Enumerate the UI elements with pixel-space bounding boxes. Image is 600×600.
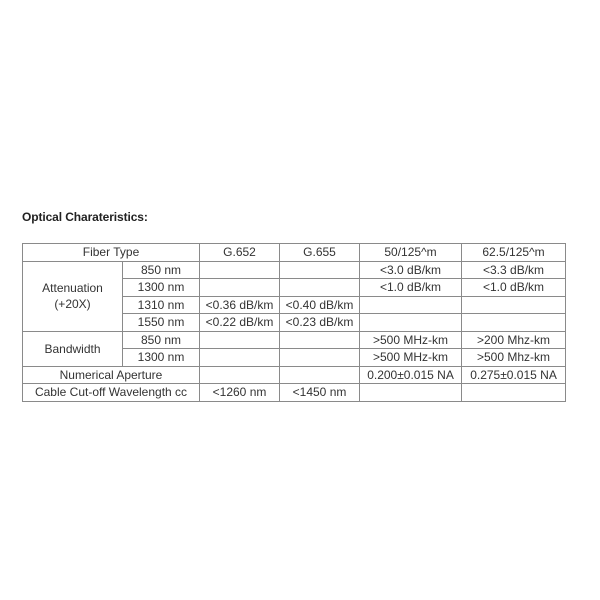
value-cell: 0.275±0.015 NA [462, 366, 566, 384]
attenuation-label-line1: Attenuation [42, 281, 103, 295]
value-cell [360, 314, 462, 332]
bandwidth-label: Bandwidth [23, 331, 123, 366]
table-row [23, 261, 566, 279]
value-cell: >500 MHz-km [360, 331, 462, 349]
header-62-5-125: 62.5/125^m [462, 244, 566, 262]
value-cell: <1260 nm [200, 384, 280, 402]
value-cell [462, 384, 566, 402]
value-cell: >200 Mhz-km [462, 331, 566, 349]
header-50-125: 50/125^m [360, 244, 462, 262]
value-cell: >500 MHz-km [360, 349, 462, 367]
value-cell [280, 279, 360, 297]
wavelength-cell: 1550 nm [123, 314, 200, 332]
value-cell: >500 Mhz-km [462, 349, 566, 367]
value-cell [280, 261, 360, 279]
wavelength-cell: 1300 nm [123, 279, 200, 297]
numerical-aperture-label: Numerical Aperture [23, 366, 200, 384]
value-cell [200, 279, 280, 297]
value-cell [462, 296, 566, 314]
header-fiber-type: Fiber Type [23, 244, 200, 262]
value-cell: <0.40 dB/km [280, 296, 360, 314]
header-g655: G.655 [280, 244, 360, 262]
value-cell: <0.36 dB/km [200, 296, 280, 314]
table-row [23, 384, 566, 402]
value-cell [200, 349, 280, 367]
value-cell: <3.3 dB/km [462, 261, 566, 279]
table-row [23, 366, 566, 384]
cutoff-wavelength-label: Cable Cut-off Wavelength cc [23, 384, 200, 402]
optical-characteristics-table [22, 243, 566, 402]
value-cell: <1.0 dB/km [462, 279, 566, 297]
table-row [23, 331, 566, 349]
value-cell: <3.0 dB/km [360, 261, 462, 279]
value-cell: 0.200±0.015 NA [360, 366, 462, 384]
value-cell [360, 384, 462, 402]
value-cell [280, 331, 360, 349]
value-cell [200, 331, 280, 349]
wavelength-cell: 850 nm [123, 261, 200, 279]
value-cell: <0.22 dB/km [200, 314, 280, 332]
wavelength-cell: 850 nm [123, 331, 200, 349]
value-cell: <0.23 dB/km [280, 314, 360, 332]
attenuation-label [23, 261, 123, 331]
value-cell [280, 366, 360, 384]
section-heading: Optical Charateristics: [22, 210, 148, 224]
header-g652: G.652 [200, 244, 280, 262]
value-cell [280, 349, 360, 367]
value-cell [360, 296, 462, 314]
attenuation-label-line2: (+20X) [54, 297, 91, 311]
value-cell [200, 366, 280, 384]
value-cell: <1450 nm [280, 384, 360, 402]
table-header-row [23, 244, 566, 262]
value-cell [200, 261, 280, 279]
wavelength-cell: 1310 nm [123, 296, 200, 314]
wavelength-cell: 1300 nm [123, 349, 200, 367]
value-cell: <1.0 dB/km [360, 279, 462, 297]
value-cell [462, 314, 566, 332]
